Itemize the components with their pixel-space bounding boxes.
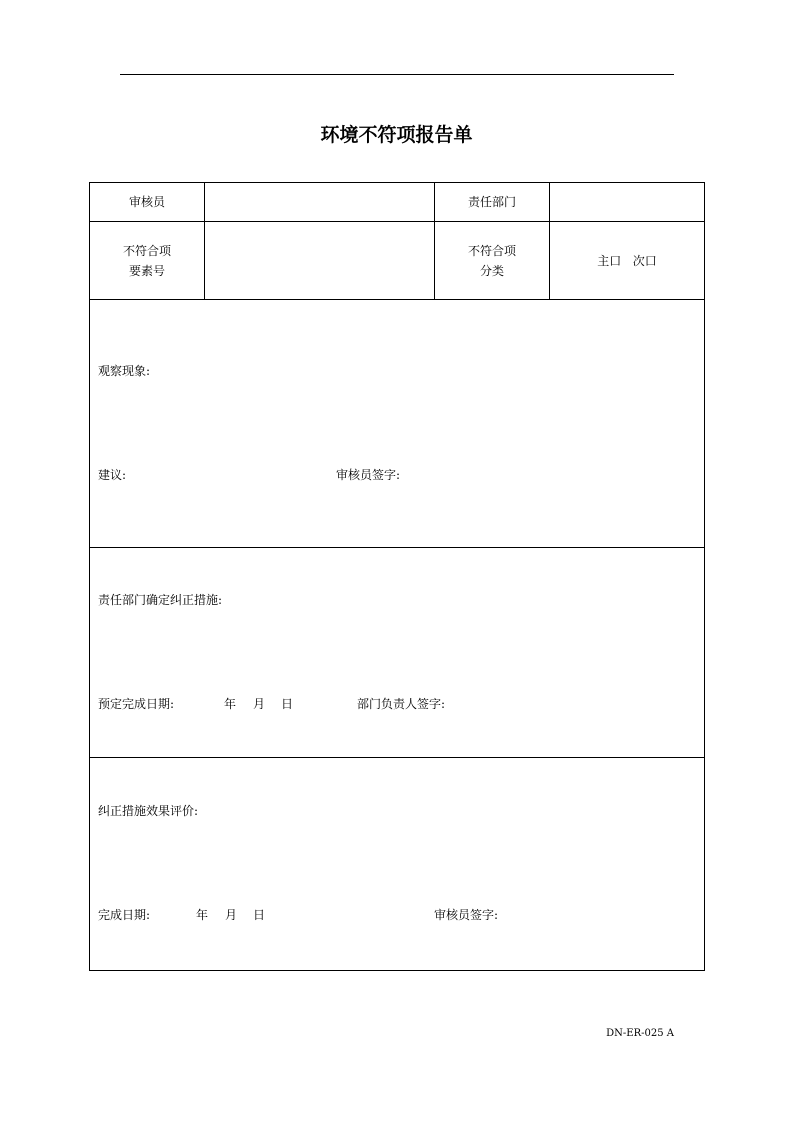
completion-month: 月 xyxy=(225,908,238,922)
dept-label xyxy=(435,183,549,221)
completion-day: 日 xyxy=(253,908,266,922)
page-title: 环境不符项报告单 xyxy=(320,124,473,146)
header-rule xyxy=(120,74,674,75)
table-border-right xyxy=(704,182,705,970)
completion-year: 年 xyxy=(196,908,209,922)
category-label-line2: 分类 xyxy=(479,263,504,278)
table-divider xyxy=(89,547,704,548)
element-label-line2: 要素号 xyxy=(128,263,165,278)
table-divider xyxy=(89,757,704,758)
auditor-signature-label: 审核员签字: xyxy=(336,468,401,482)
element-number-label xyxy=(90,222,204,299)
category-label xyxy=(435,222,549,299)
table-divider xyxy=(89,299,704,300)
planned-day: 日 xyxy=(281,697,294,711)
dept-field[interactable] xyxy=(550,183,704,221)
category-options-text: 主口 次口 xyxy=(597,253,657,268)
dept-head-signature-label: 部门负责人签字: xyxy=(357,697,446,711)
element-number-field[interactable] xyxy=(205,222,434,299)
auditor-field[interactable] xyxy=(205,183,434,221)
category-label-line1: 不符合项 xyxy=(467,243,516,258)
suggestion-label: 建议: xyxy=(98,468,127,482)
dept-label-text: 责任部门 xyxy=(467,195,516,209)
planned-date-label: 预定完成日期: xyxy=(98,697,175,711)
auditor-label-text: 审核员 xyxy=(128,195,165,209)
category-options[interactable] xyxy=(550,222,704,299)
planned-year: 年 xyxy=(224,697,237,711)
observation-label: 观察现象: xyxy=(98,364,151,378)
document-code: DN-ER-025 A xyxy=(606,1028,674,1039)
completion-date-label: 完成日期: xyxy=(98,908,151,922)
auditor-signature-label-2: 审核员签字: xyxy=(434,908,499,922)
auditor-label xyxy=(90,183,204,221)
element-label-line1: 不符合项 xyxy=(122,243,171,258)
corrective-action-label: 责任部门确定纠正措施: xyxy=(98,593,223,607)
evaluation-label: 纠正措施效果评价: xyxy=(98,804,199,818)
table-border-left xyxy=(89,182,90,970)
table-border-bottom xyxy=(89,970,705,971)
planned-month: 月 xyxy=(253,697,266,711)
